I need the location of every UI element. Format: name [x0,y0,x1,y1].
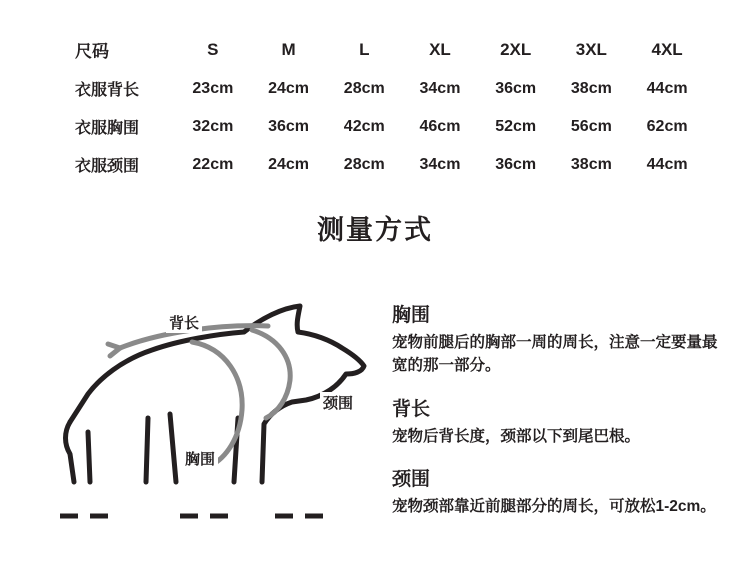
table-header-cell: 4XL [651,39,683,59]
table-cell: 34cm [419,79,461,97]
table-cell: 22cm [192,155,234,173]
table-header-cell: 尺码 [75,42,109,61]
table-cell: 38cm [570,155,612,173]
table-cell: 62cm [646,117,688,135]
definition-term: 颈围 [392,468,431,490]
table-row [55,70,705,108]
definition-item [392,464,722,518]
size-chart-table [55,30,705,184]
definition-term: 胸围 [392,305,431,326]
definition-term: 背长 [392,398,431,420]
table-header-cell: S [207,39,219,59]
table-cell: 28cm [343,79,385,97]
table-row [55,146,705,184]
table-cell: 36cm [268,117,310,135]
table-cell: 46cm [419,117,461,135]
table-cell: 34cm [419,155,461,173]
table-cell: 52cm [495,117,537,135]
label-chest-girth: 胸围 [182,448,218,469]
table-header-cell: XL [429,39,451,59]
table-header-cell: 2XL [500,39,532,59]
table-header-cell: 3XL [575,39,607,59]
table-cell: 23cm [192,79,234,97]
table-cell: 38cm [570,79,612,97]
table-cell: 28cm [343,155,385,173]
row-label: 衣服胸围 [75,120,140,137]
table-cell: 24cm [268,79,310,97]
table-cell: 42cm [343,117,385,135]
definitions-list [392,300,722,534]
definition-description: 宠物前腿后的胸部一周的周长，注意一定要量最宽的那一部分。 [392,334,718,375]
definition-item [392,394,722,448]
table-cell: 24cm [268,155,310,173]
row-label: 衣服背长 [75,82,140,99]
table-header-row [55,30,705,70]
definition-description: 宠物后背长度，颈部以下到尾巴根。 [392,427,641,445]
table-header-cell: M [281,39,296,59]
table-cell: 36cm [495,155,537,173]
definition-item [392,300,722,378]
label-back-length: 背长 [166,312,202,333]
table-cell: 44cm [646,79,688,97]
definition-description: 宠物颈部靠近前腿部分的周长，可放松1-2cm。 [392,497,716,515]
page-title: 测量方式 [317,215,433,245]
table-cell: 44cm [646,155,688,173]
table-cell: 36cm [495,79,537,97]
table-header-cell: L [359,39,370,59]
table-row [55,108,705,146]
label-neck-girth: 颈围 [320,392,356,413]
row-label: 衣服颈围 [75,158,140,175]
table-cell: 32cm [192,117,234,135]
measurement-diagram [30,282,390,542]
table-cell: 56cm [570,117,612,135]
